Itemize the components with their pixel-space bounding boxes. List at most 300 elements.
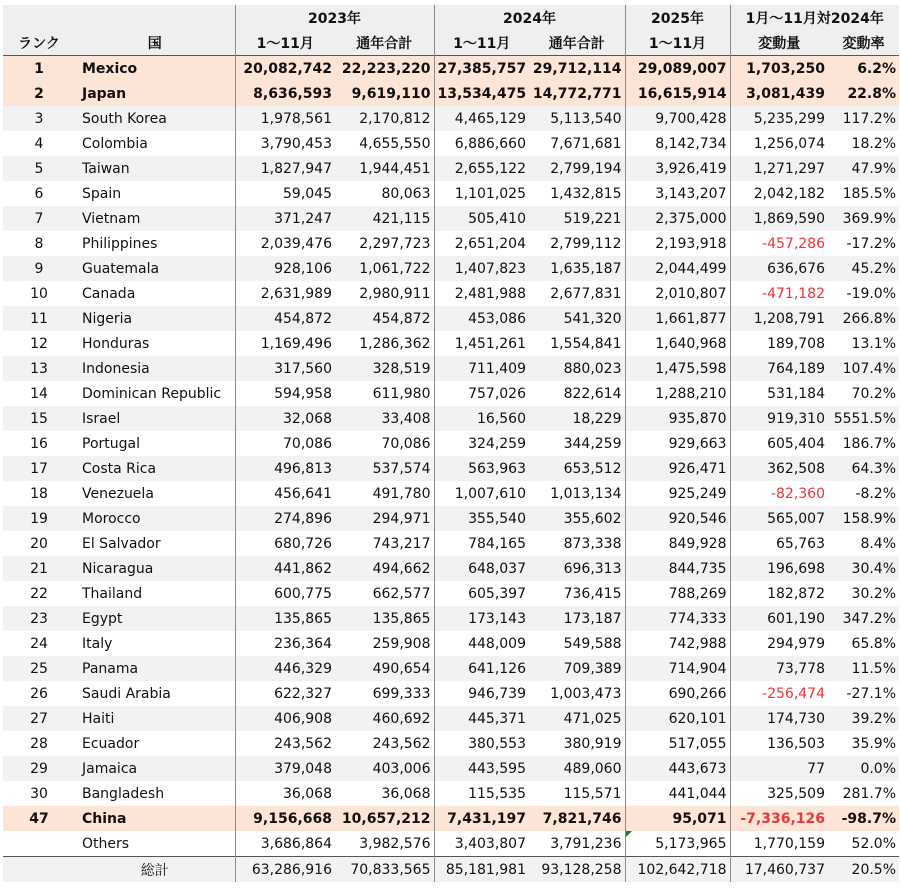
rank-cell: 23 xyxy=(3,606,75,631)
country-cell: Venezuela xyxy=(82,485,154,502)
y2023-jan-nov-cell: 2,631,989 xyxy=(235,281,335,306)
change-rate-cell: 39.2% xyxy=(828,706,899,731)
y2023-jan-nov-cell: 3,790,453 xyxy=(235,131,335,156)
country-cell: Ecuador xyxy=(82,735,140,752)
y2023-jan-nov-cell: 243,562 xyxy=(235,731,335,756)
y2025-jan-nov-cell: 2,193,918 xyxy=(625,231,730,256)
change-amount-cell: 531,184 xyxy=(730,381,828,406)
y2024-jan-nov-cell: 16,560 xyxy=(434,406,529,431)
y2025-jan-nov-cell: 690,266 xyxy=(625,681,730,706)
rank-cell: 17 xyxy=(3,456,75,481)
country-cell: Saudi Arabia xyxy=(82,685,171,702)
y2024-full-year-cell: 541,320 xyxy=(529,306,625,331)
y2023-full-year-cell: 611,980 xyxy=(372,385,431,402)
y2024-full-year-cell: 3,791,236 xyxy=(529,831,625,857)
y2023-full-year-cell: 10,657,212 xyxy=(335,806,434,831)
y2023-jan-nov-cell: 20,082,742 xyxy=(235,56,335,82)
y2023-jan-nov-cell: 2,039,476 xyxy=(235,231,335,256)
y2023-full-year-cell: 1,944,451 xyxy=(335,156,434,181)
table-row xyxy=(3,831,899,857)
change-rate-cell: 70.2% xyxy=(851,385,897,402)
country-cell: Haiti xyxy=(75,706,235,731)
change-rate-cell: -19.0% xyxy=(846,285,897,302)
y2024-full-year-cell: 696,313 xyxy=(529,556,625,581)
y2024-jan-nov-cell: 445,371 xyxy=(434,706,529,731)
change-rate-cell: 11.5% xyxy=(828,656,899,681)
y2023-full-year-cell: 454,872 xyxy=(335,306,434,331)
rank-cell: 16 xyxy=(30,435,48,452)
change-amount-cell: 1,869,590 xyxy=(730,206,828,231)
country-cell: China xyxy=(75,806,235,831)
table-row xyxy=(3,806,899,831)
change-amount-cell: 73,778 xyxy=(730,656,828,681)
country-cell: Portugal xyxy=(82,435,140,452)
y2024-jan-nov-cell: 115,535 xyxy=(434,781,529,806)
table-row xyxy=(3,206,899,231)
y2023-jan-nov-cell: 441,862 xyxy=(235,556,335,581)
change-amount-cell: 2,042,182 xyxy=(730,181,828,206)
change-amount-cell: 182,872 xyxy=(730,581,828,606)
y2025-jan-nov-cell: 2,375,000 xyxy=(625,206,730,231)
y2025-jan-nov-cell: 774,333 xyxy=(625,606,730,631)
y2023-full-year-cell: 294,971 xyxy=(335,506,434,531)
total-label: 総計 xyxy=(75,857,235,883)
change-amount-cell: -457,286 xyxy=(730,231,828,256)
y2025-jan-nov-cell: 929,663 xyxy=(625,431,730,456)
change-rate-cell: 186.7% xyxy=(842,435,897,452)
rank-cell: 19 xyxy=(3,506,75,531)
y2024-jan-nov-cell: 355,540 xyxy=(434,506,529,531)
header-country: 国 xyxy=(75,30,235,56)
change-rate-cell: 107.4% xyxy=(828,356,899,381)
change-rate-cell: 8.4% xyxy=(860,535,897,552)
y2025-jan-nov-cell: 9,700,428 xyxy=(625,106,730,131)
country-cell: Indonesia xyxy=(75,356,235,381)
y2023-full-year-cell: 699,333 xyxy=(372,685,431,702)
country-cell: El Salvador xyxy=(82,535,161,552)
table-row xyxy=(3,256,899,281)
y2023-jan-nov-cell: 622,327 xyxy=(235,681,335,706)
table-row xyxy=(3,56,899,82)
table-row xyxy=(3,581,899,606)
header-blank xyxy=(75,5,235,30)
y2023-full-year-cell: 2,170,812 xyxy=(335,106,434,131)
y2023-full-year-cell: 1,061,722 xyxy=(335,256,434,281)
y2023-jan-nov-cell: 70,086 xyxy=(235,431,335,456)
y2024-jan-nov-cell: 6,886,660 xyxy=(434,131,529,156)
y2023-jan-nov-cell: 928,106 xyxy=(235,256,335,281)
country-cell: Italy xyxy=(82,635,113,652)
rank-cell: 1 xyxy=(3,56,75,82)
total-change-amount: 17,460,737 xyxy=(730,857,828,883)
change-rate-cell: 30.2% xyxy=(851,585,897,602)
header-column-row xyxy=(3,30,899,56)
table-row xyxy=(3,656,899,681)
y2024-jan-nov-cell: 563,963 xyxy=(434,456,529,481)
y2023-full-year-cell: 4,655,550 xyxy=(359,135,431,152)
y2024-full-year-cell: 1,013,134 xyxy=(550,485,622,502)
header-2023-full-year: 通年合計 xyxy=(335,30,434,56)
change-rate-cell: 158.9% xyxy=(828,506,899,531)
y2024-jan-nov-cell: 1,451,261 xyxy=(434,331,529,356)
country-ranking-table xyxy=(3,5,899,882)
y2024-jan-nov-cell: 7,431,197 xyxy=(434,806,529,831)
rank-cell: 14 xyxy=(30,385,48,402)
table-row xyxy=(3,431,899,456)
y2023-full-year-cell: 135,865 xyxy=(335,606,434,631)
y2025-jan-nov-cell: 742,988 xyxy=(625,631,730,656)
y2024-jan-nov-cell: 2,651,204 xyxy=(434,231,529,256)
change-rate-cell: -17.2% xyxy=(846,235,897,252)
rank-cell: 8 xyxy=(34,235,44,252)
change-amount-cell: 77 xyxy=(730,756,828,781)
y2024-jan-nov-cell: 1,407,823 xyxy=(434,256,529,281)
country-cell: Costa Rica xyxy=(75,456,235,481)
header-2025-jan-nov: 1～11月 xyxy=(625,30,730,56)
country-cell: Jamaica xyxy=(75,756,235,781)
country-cell: Canada xyxy=(82,285,136,302)
change-rate-cell: 13.1% xyxy=(851,335,897,352)
header-group-change: 1月～11月対2024年 xyxy=(730,5,899,30)
header-group-2024: 2024年 xyxy=(434,5,625,30)
table-row xyxy=(3,456,899,481)
y2023-jan-nov-cell: 8,636,593 xyxy=(235,81,335,106)
country-cell: Spain xyxy=(82,185,122,202)
y2024-jan-nov-cell: 648,037 xyxy=(434,556,529,581)
y2024-jan-nov-cell: 2,655,122 xyxy=(434,156,529,181)
y2024-jan-nov-cell: 711,409 xyxy=(434,356,529,381)
y2024-full-year-cell: 1,003,473 xyxy=(550,685,622,702)
table-row xyxy=(3,281,899,306)
country-cell: Guatemala xyxy=(75,256,235,281)
change-rate-cell: 185.5% xyxy=(842,185,897,202)
change-rate-cell: 6.2% xyxy=(828,56,899,82)
y2023-full-year-cell: 494,662 xyxy=(335,556,434,581)
y2023-full-year-cell: 2,980,911 xyxy=(359,285,431,302)
y2023-jan-nov-cell: 379,048 xyxy=(235,756,335,781)
y2023-jan-nov-cell: 406,908 xyxy=(235,706,335,731)
y2023-full-year-cell: 9,619,110 xyxy=(335,81,434,106)
y2023-full-year-cell: 36,068 xyxy=(381,785,431,802)
rank-cell: 9 xyxy=(3,256,75,281)
y2023-jan-nov-cell: 274,896 xyxy=(235,506,335,531)
y2025-jan-nov-cell: 1,661,877 xyxy=(625,306,730,331)
header-group-row xyxy=(3,5,899,30)
y2024-full-year-cell: 549,588 xyxy=(563,635,622,652)
change-amount-cell: 5,235,299 xyxy=(730,106,828,131)
change-rate-cell: 45.2% xyxy=(828,256,899,281)
y2023-full-year-cell: 3,982,576 xyxy=(335,831,434,857)
change-rate-cell: 65.8% xyxy=(851,635,897,652)
table-row xyxy=(3,106,899,131)
y2023-full-year-cell: 33,408 xyxy=(335,406,434,431)
total-row xyxy=(3,857,899,883)
y2023-full-year-cell: 243,562 xyxy=(372,735,431,752)
y2024-jan-nov-cell: 4,465,129 xyxy=(434,106,529,131)
y2025-jan-nov-cell: 443,673 xyxy=(625,756,730,781)
rank-cell xyxy=(3,831,75,857)
change-rate-cell: 5551.5% xyxy=(828,406,899,431)
y2024-jan-nov-cell: 784,165 xyxy=(434,531,529,556)
change-amount-cell: 294,979 xyxy=(730,631,828,656)
change-amount-cell: 565,007 xyxy=(730,506,828,531)
country-cell: Vietnam xyxy=(75,206,235,231)
header-group-2025: 2025年 xyxy=(625,5,730,30)
country-cell: Others xyxy=(75,831,235,857)
change-amount-cell: 196,698 xyxy=(730,556,828,581)
y2025-jan-nov-cell: 95,071 xyxy=(625,806,730,831)
y2024-jan-nov-cell: 946,739 xyxy=(434,681,529,706)
header-rank: ランク xyxy=(3,30,75,56)
change-amount-cell: -256,474 xyxy=(730,681,828,706)
y2023-full-year-cell: 537,574 xyxy=(335,456,434,481)
rank-cell: 4 xyxy=(34,135,44,152)
table-row xyxy=(3,481,899,506)
y2024-full-year-cell: 489,060 xyxy=(529,756,625,781)
header-2023-jan-nov: 1～11月 xyxy=(235,30,335,56)
y2025-jan-nov-cell: 920,546 xyxy=(625,506,730,531)
y2024-jan-nov-cell: 3,403,807 xyxy=(434,831,529,857)
y2025-jan-nov-cell: 935,870 xyxy=(625,406,730,431)
header-blank xyxy=(3,5,75,30)
table-row xyxy=(3,781,899,806)
rank-cell: 15 xyxy=(3,406,75,431)
y2023-jan-nov-cell: 36,068 xyxy=(235,781,335,806)
table-row xyxy=(3,156,899,181)
country-cell: Dominican Republic xyxy=(82,385,222,402)
country-cell: Mexico xyxy=(75,56,235,82)
total-2024-jan-nov: 85,181,981 xyxy=(434,857,529,883)
rank-cell: 29 xyxy=(3,756,75,781)
header-group-2023: 2023年 xyxy=(235,5,434,30)
y2024-full-year-cell: 653,512 xyxy=(529,456,625,481)
y2024-jan-nov-cell: 453,086 xyxy=(434,306,529,331)
y2023-jan-nov-cell: 3,686,864 xyxy=(235,831,335,857)
country-cell: Honduras xyxy=(82,335,150,352)
rank-cell: 24 xyxy=(30,635,48,652)
y2023-full-year-cell: 22,223,220 xyxy=(335,56,434,82)
y2023-full-year-cell: 460,692 xyxy=(335,706,434,731)
y2025-jan-nov-cell: 1,640,968 xyxy=(625,331,730,356)
rank-cell: 26 xyxy=(30,685,48,702)
country-cell: Thailand xyxy=(82,585,143,602)
y2023-jan-nov-cell: 1,169,496 xyxy=(235,331,335,356)
y2024-jan-nov-cell: 2,481,988 xyxy=(434,281,529,306)
y2025-jan-nov-cell: 441,044 xyxy=(625,781,730,806)
y2024-jan-nov-cell: 173,143 xyxy=(434,606,529,631)
y2024-jan-nov-cell: 27,385,757 xyxy=(434,56,529,82)
total-change-rate: 20.5% xyxy=(828,857,899,883)
table-row xyxy=(3,306,899,331)
table-row xyxy=(3,381,899,406)
rank-cell: 30 xyxy=(30,785,48,802)
y2023-full-year-cell: 662,577 xyxy=(372,585,431,602)
rank-cell: 18 xyxy=(30,485,48,502)
country-cell: Taiwan xyxy=(75,156,235,181)
change-amount-cell: 189,708 xyxy=(730,331,828,356)
country-cell: Bangladesh xyxy=(82,785,165,802)
y2023-full-year-cell: 328,519 xyxy=(335,356,434,381)
y2023-jan-nov-cell: 236,364 xyxy=(235,631,335,656)
y2024-full-year-cell: 822,614 xyxy=(563,385,622,402)
y2023-jan-nov-cell: 59,045 xyxy=(235,181,335,206)
y2024-jan-nov-cell: 448,009 xyxy=(434,631,529,656)
y2025-jan-nov-cell: 16,615,914 xyxy=(625,81,730,106)
rank-cell: 12 xyxy=(30,335,48,352)
change-rate-cell: 117.2% xyxy=(828,106,899,131)
y2025-jan-nov-cell: 788,269 xyxy=(625,581,730,606)
change-amount-cell: 1,271,297 xyxy=(730,156,828,181)
change-amount-cell: -7,336,126 xyxy=(730,806,828,831)
y2024-full-year-cell: 344,259 xyxy=(563,435,622,452)
change-amount-cell: 1,770,159 xyxy=(730,831,828,857)
country-cell: Nicaragua xyxy=(75,556,235,581)
y2025-jan-nov-cell: 1,288,210 xyxy=(625,381,730,406)
y2024-jan-nov-cell: 641,126 xyxy=(434,656,529,681)
header-change-rate: 変動率 xyxy=(828,30,899,56)
table-row xyxy=(3,531,899,556)
change-amount-cell: 636,676 xyxy=(730,256,828,281)
change-amount-cell: -82,360 xyxy=(730,481,828,506)
y2024-full-year-cell: 873,338 xyxy=(563,535,622,552)
y2024-full-year-cell: 709,389 xyxy=(529,656,625,681)
y2023-full-year-cell: 1,286,362 xyxy=(359,335,431,352)
y2025-jan-nov-cell: 1,475,598 xyxy=(625,356,730,381)
change-rate-cell: 64.3% xyxy=(828,456,899,481)
header-2024-full-year: 通年合計 xyxy=(529,30,625,56)
change-rate-cell: 266.8% xyxy=(828,306,899,331)
table-header xyxy=(3,5,899,56)
rank-cell: 3 xyxy=(3,106,75,131)
y2023-full-year-cell: 80,063 xyxy=(381,185,431,202)
y2023-jan-nov-cell: 371,247 xyxy=(235,206,335,231)
y2024-jan-nov-cell: 505,410 xyxy=(434,206,529,231)
y2023-jan-nov-cell: 135,865 xyxy=(235,606,335,631)
y2023-jan-nov-cell: 454,872 xyxy=(235,306,335,331)
total-2023-full-year: 70,833,565 xyxy=(335,857,434,883)
rank-cell: 10 xyxy=(30,285,48,302)
rank-cell: 2 xyxy=(3,81,75,106)
y2024-full-year-cell: 880,023 xyxy=(529,356,625,381)
table-row xyxy=(3,731,899,756)
y2023-jan-nov-cell: 446,329 xyxy=(235,656,335,681)
y2025-jan-nov-cell: 517,055 xyxy=(625,731,730,756)
rank-cell: 27 xyxy=(3,706,75,731)
y2023-full-year-cell: 421,115 xyxy=(335,206,434,231)
y2025-jan-nov-cell: 844,735 xyxy=(625,556,730,581)
y2023-full-year-cell: 743,217 xyxy=(372,535,431,552)
change-rate-cell: 369.9% xyxy=(828,206,899,231)
y2024-full-year-cell: 173,187 xyxy=(529,606,625,631)
y2024-full-year-cell: 29,712,114 xyxy=(529,56,625,82)
y2024-full-year-cell: 7,671,681 xyxy=(550,135,622,152)
y2025-jan-nov-cell: 620,101 xyxy=(625,706,730,731)
change-rate-cell: 52.0% xyxy=(828,831,899,857)
y2023-jan-nov-cell: 32,068 xyxy=(235,406,335,431)
change-rate-cell: -98.7% xyxy=(828,806,899,831)
rank-cell: 11 xyxy=(3,306,75,331)
rank-cell: 28 xyxy=(30,735,48,752)
table-row xyxy=(3,756,899,781)
y2025-jan-nov-cell: 8,142,734 xyxy=(625,131,730,156)
change-amount-cell: 362,508 xyxy=(730,456,828,481)
y2023-jan-nov-cell: 456,641 xyxy=(235,481,335,506)
rank-cell: 47 xyxy=(3,806,75,831)
rank-cell: 6 xyxy=(34,185,44,202)
y2024-full-year-cell: 18,229 xyxy=(529,406,625,431)
y2025-jan-nov-cell: 926,471 xyxy=(625,456,730,481)
change-amount-cell: -471,182 xyxy=(730,281,828,306)
table-row xyxy=(3,181,899,206)
table-row xyxy=(3,406,899,431)
change-amount-cell: 605,404 xyxy=(730,431,828,456)
y2024-jan-nov-cell: 1,101,025 xyxy=(434,181,529,206)
table-row xyxy=(3,606,899,631)
y2023-full-year-cell: 70,086 xyxy=(381,435,431,452)
change-amount-cell: 325,509 xyxy=(730,781,828,806)
y2024-jan-nov-cell: 757,026 xyxy=(434,381,529,406)
change-amount-cell: 1,256,074 xyxy=(730,131,828,156)
change-rate-cell: 347.2% xyxy=(828,606,899,631)
change-amount-cell: 136,503 xyxy=(730,731,828,756)
y2024-jan-nov-cell: 1,007,610 xyxy=(434,481,529,506)
change-amount-cell: 601,190 xyxy=(730,606,828,631)
y2024-full-year-cell: 736,415 xyxy=(563,585,622,602)
y2025-jan-nov-cell: 714,904 xyxy=(625,656,730,681)
change-amount-cell: 919,310 xyxy=(730,406,828,431)
rank-cell: 20 xyxy=(30,535,48,552)
change-amount-cell: 764,189 xyxy=(730,356,828,381)
change-rate-cell: 22.8% xyxy=(828,81,899,106)
change-amount-cell: 65,763 xyxy=(730,531,828,556)
change-rate-cell: 30.4% xyxy=(828,556,899,581)
y2024-jan-nov-cell: 605,397 xyxy=(434,581,529,606)
rank-cell: 7 xyxy=(3,206,75,231)
country-cell: Japan xyxy=(75,81,235,106)
country-cell: Panama xyxy=(75,656,235,681)
table-row xyxy=(3,681,899,706)
y2025-jan-nov-cell: 3,143,207 xyxy=(625,181,730,206)
change-rate-cell: 281.7% xyxy=(842,785,897,802)
total-2025-jan-nov: 102,642,718 xyxy=(625,857,730,883)
y2025-jan-nov-cell: 2,010,807 xyxy=(625,281,730,306)
change-rate-cell: 47.9% xyxy=(828,156,899,181)
y2024-full-year-cell: 7,821,746 xyxy=(529,806,625,831)
total-2023-jan-nov: 63,286,916 xyxy=(235,857,335,883)
y2024-full-year-cell: 115,571 xyxy=(563,785,622,802)
y2025-jan-nov-cell: 925,249 xyxy=(625,481,730,506)
country-cell: Israel xyxy=(75,406,235,431)
rank-cell: 5 xyxy=(3,156,75,181)
y2024-full-year-cell: 1,554,841 xyxy=(550,335,622,352)
y2025-jan-nov-cell: 2,044,499 xyxy=(625,256,730,281)
y2024-full-year-cell: 1,635,187 xyxy=(529,256,625,281)
y2025-jan-nov-cell: 849,928 xyxy=(625,531,730,556)
country-cell: Colombia xyxy=(82,135,148,152)
y2024-full-year-cell: 2,677,831 xyxy=(550,285,622,302)
y2024-full-year-cell: 471,025 xyxy=(529,706,625,731)
table-footer xyxy=(3,857,899,883)
y2024-full-year-cell: 14,772,771 xyxy=(529,81,625,106)
country-cell: Morocco xyxy=(75,506,235,531)
country-cell: Egypt xyxy=(75,606,235,631)
y2024-full-year-cell: 380,919 xyxy=(563,735,622,752)
y2024-full-year-cell: 2,799,194 xyxy=(529,156,625,181)
change-rate-cell: -27.1% xyxy=(846,685,897,702)
total-rank-cell xyxy=(3,857,75,883)
y2024-jan-nov-cell: 380,553 xyxy=(434,731,529,756)
y2024-jan-nov-cell: 443,595 xyxy=(434,756,529,781)
